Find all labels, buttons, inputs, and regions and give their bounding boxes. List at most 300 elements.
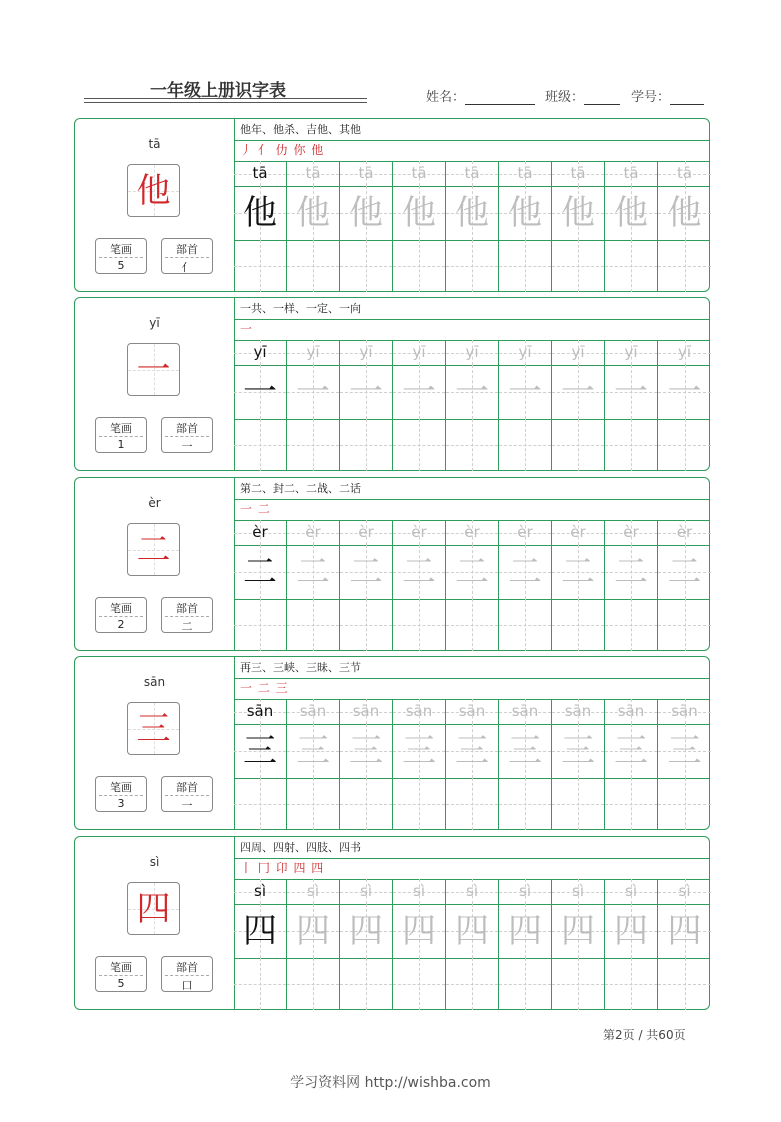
practice-cell[interactable] — [287, 599, 340, 651]
cell-character: 二 — [243, 552, 277, 592]
stroke-count-box — [95, 776, 147, 812]
practice-cell[interactable] — [658, 419, 711, 471]
practice-cell[interactable] — [552, 699, 605, 724]
blank-row — [234, 419, 709, 471]
character-box — [127, 164, 180, 217]
pinyin-row — [234, 340, 709, 366]
blank-row — [234, 958, 709, 1010]
practice-cell[interactable] — [340, 724, 393, 778]
practice-cell[interactable] — [446, 724, 499, 778]
cell-pinyin: sì — [413, 882, 425, 900]
stroke-order: 丨 冂 卬 四 四 — [234, 858, 709, 880]
cell-character: 四 — [508, 911, 542, 951]
cell-pinyin: sì — [519, 882, 531, 900]
practice-cell[interactable] — [287, 724, 340, 778]
practice-cell[interactable] — [234, 240, 287, 292]
cell-pinyin: sì — [360, 882, 372, 900]
cell-character: 四 — [455, 911, 489, 951]
pinyin-label: èr — [148, 496, 161, 510]
practice-cell[interactable] — [287, 958, 340, 1010]
cell-character: 二 — [296, 552, 330, 592]
practice-cell[interactable] — [658, 365, 711, 419]
practice-cell[interactable] — [393, 365, 446, 419]
practice-cell[interactable] — [393, 958, 446, 1010]
practice-cell[interactable] — [340, 240, 393, 292]
example-words: 他年、他杀、吉他、其他 — [234, 119, 709, 141]
cell-character: 一 — [455, 372, 489, 412]
cell-pinyin: tā — [517, 164, 533, 182]
stroke-order: 丿 亻 仂 你 他 — [234, 140, 709, 162]
cell-character: 一 — [561, 372, 595, 412]
practice-cell[interactable] — [393, 161, 446, 186]
practice-cell[interactable] — [605, 724, 658, 778]
practice-cell[interactable] — [287, 161, 340, 186]
character-box — [127, 702, 180, 755]
practice-cell[interactable] — [234, 161, 287, 186]
cell-character: 四 — [349, 911, 383, 951]
cell-pinyin: sān — [246, 702, 274, 720]
cell-pinyin: sān — [511, 702, 539, 720]
practice-cell[interactable] — [446, 161, 499, 186]
cell-character: 三 — [243, 731, 277, 771]
cell-pinyin: èr — [676, 523, 693, 541]
practice-cell[interactable] — [446, 904, 499, 958]
cell-character: 二 — [455, 552, 489, 592]
practice-cell[interactable] — [340, 958, 393, 1010]
practice-cell[interactable] — [340, 520, 393, 545]
cell-character: 二 — [614, 552, 648, 592]
character-row — [234, 186, 709, 241]
stroke-count-label: 笔画 — [110, 961, 132, 974]
practice-cell[interactable] — [605, 419, 658, 471]
practice-cell[interactable] — [658, 599, 711, 651]
practice-cell[interactable] — [446, 365, 499, 419]
page-title: 一年级上册识字表 — [150, 81, 286, 101]
class-label: 班级： — [545, 90, 585, 105]
practice-cell[interactable] — [658, 186, 711, 240]
practice-cell[interactable] — [287, 340, 340, 365]
practice-cell[interactable] — [446, 419, 499, 471]
practice-cell[interactable] — [499, 958, 552, 1010]
character-box — [127, 882, 180, 935]
number-blank[interactable] — [670, 90, 704, 105]
cell-pinyin: èr — [252, 523, 268, 541]
practice-cell[interactable] — [605, 879, 658, 904]
cell-pinyin: èr — [464, 523, 480, 541]
practice-cell[interactable] — [658, 778, 711, 830]
radical-box — [161, 597, 213, 633]
stroke-count-box — [95, 597, 147, 633]
pinyin-row — [234, 161, 709, 187]
stroke-count-label: 笔画 — [110, 243, 132, 256]
practice-cell[interactable] — [340, 904, 393, 958]
radical-value: 口 — [181, 979, 193, 992]
practice-cell[interactable] — [340, 365, 393, 419]
cell-pinyin: sān — [405, 702, 433, 720]
practice-cell[interactable] — [446, 186, 499, 240]
practice-cell[interactable] — [234, 520, 287, 545]
practice-cell[interactable] — [552, 520, 605, 545]
radical-label: 部首 — [176, 781, 198, 794]
example-words: 一共、一样、一定、一向 — [234, 298, 709, 320]
name-blank[interactable] — [465, 90, 535, 105]
practice-cell[interactable] — [658, 240, 711, 292]
cell-character: 他 — [349, 193, 383, 233]
cell-character: 三 — [614, 731, 648, 771]
practice-cell[interactable] — [287, 879, 340, 904]
radical-box — [161, 956, 213, 992]
practice-cell[interactable] — [499, 599, 552, 651]
cell-character: 一 — [614, 372, 648, 412]
practice-cell[interactable] — [658, 958, 711, 1010]
practice-cell[interactable] — [499, 904, 552, 958]
practice-cell[interactable] — [605, 240, 658, 292]
practice-cell[interactable] — [446, 879, 499, 904]
cell-character: 二 — [402, 552, 436, 592]
cell-pinyin: yī — [571, 343, 585, 361]
practice-cell[interactable] — [552, 958, 605, 1010]
cell-pinyin: sān — [299, 702, 327, 720]
cell-pinyin: tā — [676, 164, 693, 182]
radical-box — [161, 238, 213, 274]
practice-cell[interactable] — [393, 699, 446, 724]
cell-character: 一 — [508, 372, 542, 412]
page-number: 第2页 / 共60页 — [603, 1028, 686, 1042]
practice-cell[interactable] — [393, 879, 446, 904]
practice-cell[interactable] — [234, 958, 287, 1010]
practice-cell[interactable] — [552, 879, 605, 904]
practice-area — [234, 657, 709, 829]
practice-cell[interactable] — [287, 419, 340, 471]
practice-cell[interactable] — [552, 778, 605, 830]
cell-character: 一 — [402, 372, 436, 412]
stroke-order: 一 — [234, 319, 709, 341]
practice-cell[interactable] — [605, 958, 658, 1010]
cell-character: 二 — [561, 552, 595, 592]
class-field — [545, 86, 620, 105]
practice-cell[interactable] — [340, 419, 393, 471]
practice-cell[interactable] — [287, 545, 340, 599]
practice-cell[interactable] — [658, 879, 711, 904]
practice-cell[interactable] — [287, 186, 340, 240]
blank-row — [234, 240, 709, 292]
class-blank[interactable] — [584, 90, 620, 105]
radical-label: 部首 — [176, 243, 198, 256]
cell-pinyin: sān — [617, 702, 645, 720]
practice-cell[interactable] — [552, 724, 605, 778]
practice-cell[interactable] — [658, 699, 711, 724]
practice-cell[interactable] — [287, 240, 340, 292]
cell-pinyin: sì — [572, 882, 584, 900]
practice-cell[interactable] — [446, 699, 499, 724]
cell-pinyin: tā — [358, 164, 374, 182]
practice-area — [234, 119, 709, 291]
stroke-order: 一 二 三 — [234, 678, 709, 700]
radical-value: 二 — [181, 620, 193, 633]
practice-cell[interactable] — [446, 520, 499, 545]
character-sample: 四 — [136, 889, 171, 929]
stroke-count-value: 1 — [117, 438, 125, 451]
cell-character: 四 — [667, 911, 702, 951]
practice-cell[interactable] — [234, 778, 287, 830]
practice-cell[interactable] — [552, 419, 605, 471]
practice-cell[interactable] — [552, 161, 605, 186]
practice-cell[interactable] — [605, 161, 658, 186]
practice-cell[interactable] — [340, 699, 393, 724]
practice-cell[interactable] — [234, 724, 287, 778]
cell-pinyin: yī — [359, 343, 373, 361]
pinyin-label: sì — [149, 855, 160, 869]
stroke-count-label: 笔画 — [110, 781, 132, 794]
radical-label: 部首 — [176, 422, 198, 435]
example-words: 四周、四射、四肢、四书 — [234, 837, 709, 859]
character-box — [127, 343, 180, 396]
practice-cell[interactable] — [552, 599, 605, 651]
practice-cell[interactable] — [658, 161, 711, 186]
practice-cell[interactable] — [499, 419, 552, 471]
practice-cell[interactable] — [393, 340, 446, 365]
practice-cell[interactable] — [340, 161, 393, 186]
practice-cell[interactable] — [605, 599, 658, 651]
practice-cell[interactable] — [393, 240, 446, 292]
cell-character: 三 — [667, 731, 702, 771]
practice-cell[interactable] — [499, 520, 552, 545]
character-row — [234, 545, 709, 600]
cell-character: 他 — [561, 193, 595, 233]
practice-cell[interactable] — [605, 699, 658, 724]
practice-cell[interactable] — [552, 545, 605, 599]
cell-character: 四 — [402, 911, 436, 951]
cell-pinyin: yī — [518, 343, 532, 361]
cell-pinyin: sì — [678, 882, 691, 900]
cell-character: 二 — [349, 552, 383, 592]
cell-pinyin: sì — [466, 882, 478, 900]
practice-cell[interactable] — [287, 365, 340, 419]
practice-cell[interactable] — [287, 904, 340, 958]
practice-cell[interactable] — [499, 161, 552, 186]
practice-cell[interactable] — [287, 699, 340, 724]
practice-cell[interactable] — [393, 599, 446, 651]
pinyin-label: yī — [149, 316, 160, 330]
character-block — [74, 477, 710, 651]
practice-cell[interactable] — [658, 724, 711, 778]
practice-cell[interactable] — [499, 879, 552, 904]
cell-character: 一 — [667, 372, 702, 412]
practice-cell[interactable] — [446, 778, 499, 830]
radical-value: 一 — [181, 799, 193, 812]
cell-pinyin: tā — [305, 164, 321, 182]
practice-cell[interactable] — [393, 419, 446, 471]
cell-pinyin: tā — [570, 164, 586, 182]
practice-cell[interactable] — [499, 724, 552, 778]
example-words: 再三、三峡、三昧、三节 — [234, 657, 709, 679]
practice-cell[interactable] — [499, 699, 552, 724]
practice-cell[interactable] — [234, 879, 287, 904]
character-sample: 二 — [136, 530, 171, 570]
stroke-count-value: 2 — [117, 618, 125, 631]
stroke-count-label: 笔画 — [110, 422, 132, 435]
cell-pinyin: sì — [625, 882, 637, 900]
practice-cell[interactable] — [605, 186, 658, 240]
practice-cell[interactable] — [605, 904, 658, 958]
character-box — [127, 523, 180, 576]
practice-cell[interactable] — [552, 186, 605, 240]
practice-cell[interactable] — [446, 240, 499, 292]
cell-pinyin: tā — [623, 164, 639, 182]
pinyin-row — [234, 520, 709, 546]
practice-cell[interactable] — [234, 365, 287, 419]
practice-cell[interactable] — [605, 778, 658, 830]
practice-cell[interactable] — [446, 340, 499, 365]
cell-pinyin: èr — [411, 523, 427, 541]
character-info — [75, 837, 235, 1009]
practice-cell[interactable] — [234, 419, 287, 471]
cell-pinyin: yī — [253, 343, 267, 361]
pinyin-row — [234, 699, 709, 725]
stroke-count-box — [95, 238, 147, 274]
practice-cell[interactable] — [552, 365, 605, 419]
cell-character: 他 — [455, 193, 489, 233]
cell-character: 四 — [243, 911, 277, 951]
practice-area — [234, 298, 709, 470]
name-label: 姓名： — [426, 90, 466, 105]
cell-character: 四 — [296, 911, 330, 951]
practice-cell[interactable] — [234, 699, 287, 724]
practice-cell[interactable] — [605, 520, 658, 545]
practice-cell[interactable] — [393, 904, 446, 958]
practice-cell[interactable] — [234, 599, 287, 651]
practice-cell[interactable] — [658, 904, 711, 958]
cell-character: 三 — [455, 731, 489, 771]
cell-character: 三 — [349, 731, 383, 771]
practice-cell[interactable] — [393, 545, 446, 599]
practice-cell[interactable] — [287, 778, 340, 830]
cell-pinyin: sān — [671, 702, 698, 720]
name-field — [426, 86, 535, 105]
practice-cell[interactable] — [658, 520, 711, 545]
practice-cell[interactable] — [499, 778, 552, 830]
cell-pinyin: yī — [306, 343, 320, 361]
radical-box — [161, 417, 213, 453]
cell-character: 二 — [508, 552, 542, 592]
cell-character: 三 — [508, 731, 542, 771]
character-row — [234, 904, 709, 959]
cell-character: 他 — [243, 193, 277, 233]
cell-character: 二 — [667, 552, 702, 592]
character-info — [75, 478, 235, 650]
practice-cell[interactable] — [605, 365, 658, 419]
practice-cell[interactable] — [499, 365, 552, 419]
practice-cell[interactable] — [340, 879, 393, 904]
cell-pinyin: yī — [624, 343, 638, 361]
practice-cell[interactable] — [658, 340, 711, 365]
cell-pinyin: sān — [458, 702, 486, 720]
practice-cell[interactable] — [234, 545, 287, 599]
practice-cell[interactable] — [605, 545, 658, 599]
practice-cell[interactable] — [234, 340, 287, 365]
practice-cell[interactable] — [340, 599, 393, 651]
cell-character: 四 — [561, 911, 595, 951]
practice-cell[interactable] — [340, 340, 393, 365]
radical-label: 部首 — [176, 602, 198, 615]
cell-pinyin: tā — [252, 164, 268, 182]
practice-cell[interactable] — [499, 186, 552, 240]
blank-row — [234, 778, 709, 830]
practice-cell[interactable] — [446, 958, 499, 1010]
character-info — [75, 119, 235, 291]
practice-cell[interactable] — [552, 240, 605, 292]
cell-character: 三 — [561, 731, 595, 771]
stroke-count-value: 3 — [117, 797, 125, 810]
practice-cell[interactable] — [499, 240, 552, 292]
cell-pinyin: èr — [623, 523, 639, 541]
practice-cell[interactable] — [393, 186, 446, 240]
number-label: 学号： — [631, 90, 671, 105]
cell-character: 他 — [508, 193, 542, 233]
practice-cell[interactable] — [340, 186, 393, 240]
title-underline — [84, 98, 367, 103]
cell-pinyin: yī — [412, 343, 426, 361]
practice-cell[interactable] — [605, 340, 658, 365]
practice-cell[interactable] — [499, 545, 552, 599]
practice-cell[interactable] — [393, 724, 446, 778]
stroke-count-box — [95, 956, 147, 992]
stroke-count-value: 5 — [117, 259, 125, 272]
character-block — [74, 656, 710, 830]
practice-cell[interactable] — [658, 545, 711, 599]
character-sample: 三 — [136, 709, 171, 749]
cell-character: 他 — [402, 193, 436, 233]
cell-pinyin: èr — [358, 523, 374, 541]
cell-pinyin: èr — [570, 523, 586, 541]
character-sample: 他 — [136, 171, 171, 211]
cell-pinyin: èr — [305, 523, 321, 541]
practice-cell[interactable] — [393, 778, 446, 830]
cell-character: 一 — [243, 372, 277, 412]
character-row — [234, 724, 709, 779]
practice-cell[interactable] — [287, 520, 340, 545]
practice-cell[interactable] — [234, 904, 287, 958]
practice-cell[interactable] — [552, 340, 605, 365]
cell-pinyin: sì — [307, 882, 319, 900]
practice-area — [234, 837, 709, 1009]
stroke-order: 一 二 — [234, 499, 709, 521]
practice-area — [234, 478, 709, 650]
cell-pinyin: sān — [564, 702, 592, 720]
practice-cell[interactable] — [234, 186, 287, 240]
radical-box — [161, 776, 213, 812]
stroke-count-value: 5 — [117, 977, 125, 990]
practice-cell[interactable] — [340, 778, 393, 830]
practice-cell[interactable] — [552, 904, 605, 958]
character-block — [74, 118, 710, 292]
example-words: 第二、封二、二战、二话 — [234, 478, 709, 500]
cell-character: 三 — [296, 731, 330, 771]
practice-cell[interactable] — [446, 545, 499, 599]
cell-character: 一 — [349, 372, 383, 412]
radical-value: 一 — [181, 440, 193, 453]
practice-cell[interactable] — [499, 340, 552, 365]
practice-cell[interactable] — [446, 599, 499, 651]
stroke-count-box — [95, 417, 147, 453]
blank-row — [234, 599, 709, 651]
practice-cell[interactable] — [340, 545, 393, 599]
cell-pinyin: yī — [465, 343, 479, 361]
practice-cell[interactable] — [393, 520, 446, 545]
character-row — [234, 365, 709, 420]
character-block — [74, 297, 710, 471]
character-sample: 一 — [136, 350, 171, 390]
